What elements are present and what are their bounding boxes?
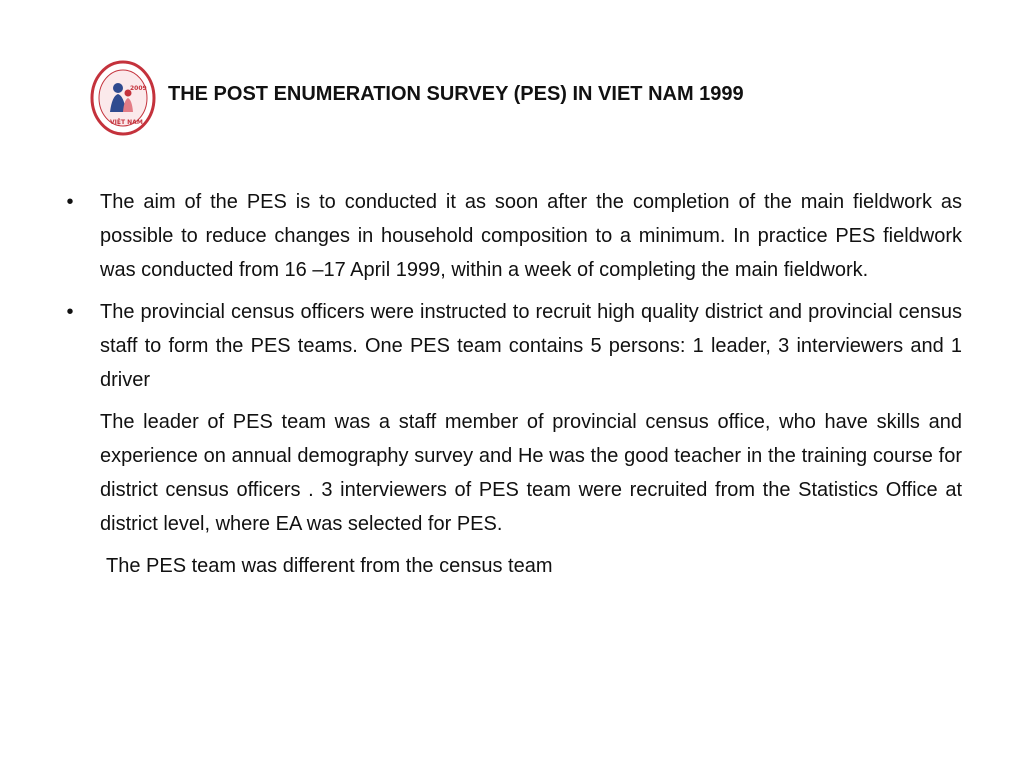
- slide-title: THE POST ENUMERATION SURVEY (PES) IN VIET NAM 1999: [168, 83, 744, 105]
- logo-year: 2009: [130, 85, 147, 92]
- bullet-item-aim: [66, 185, 962, 287]
- paragraph-team-leader: The leader of PES team was a staff member of provincial census office, who have skills and experience on annual demography survey and He was the good teacher in the training course for district census officers . 3 interviewers of PES team were recruited from the Statistics Office at district level, where EA was selected for PES.: [100, 411, 962, 535]
- slide-content: [66, 185, 962, 591]
- bullet-text: The provincial census officers were instructed to recruit high quality district and provincial census staff to form the PES teams. One PES team contains 5 persons: 1 leader, 3 interviewers and 1 driver: [100, 301, 962, 391]
- paragraph-team-difference: The PES team was different from the census team: [106, 555, 553, 577]
- census-logo-emblem-icon: [90, 60, 156, 136]
- census-logo: [90, 60, 156, 136]
- bullet-icon: •: [66, 301, 74, 323]
- logo-bottom-text: VIỆT NAM: [110, 119, 143, 126]
- bullet-text: The aim of the PES is to conducted it as soon after the completion of the main fieldwork as possible to reduce changes in household composition to a minimum. In practice PES fieldwork was conducted from 16 –17 April 1999, within a week of completing the main fieldwork.: [100, 191, 962, 281]
- bullet-icon: •: [66, 191, 74, 213]
- bullet-item-recruitment: [66, 295, 962, 397]
